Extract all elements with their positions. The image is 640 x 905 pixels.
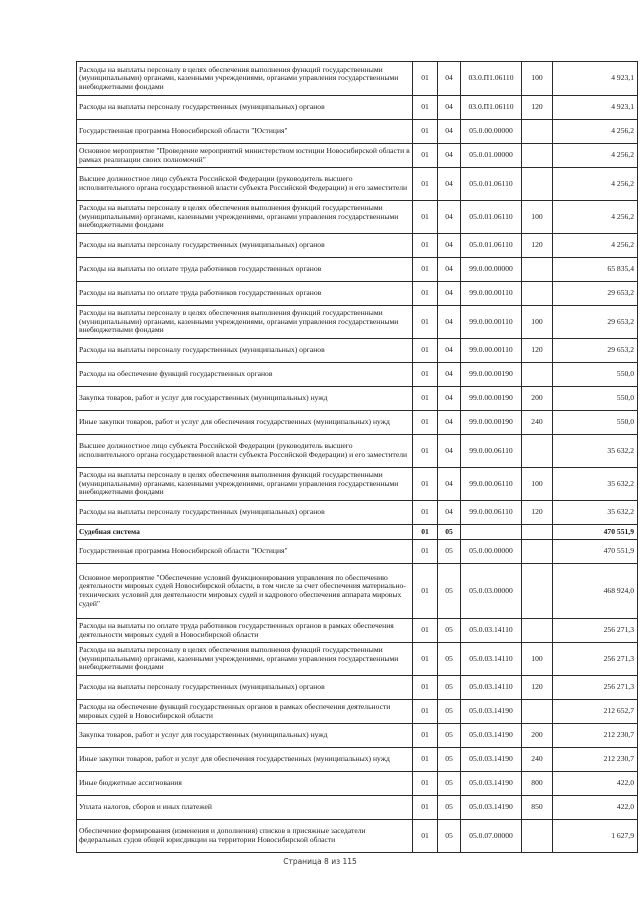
table-row (77, 700, 638, 724)
row-section-code: 01 (413, 411, 438, 435)
row-section-code: 01 (413, 540, 438, 564)
row-amount: 29 653,2 (553, 339, 638, 363)
row-section-code: 01 (413, 258, 438, 282)
row-amount: 422,0 (553, 772, 638, 796)
row-amount: 470 551,9 (553, 525, 638, 540)
row-amount: 550,0 (553, 387, 638, 411)
row-target-article: 05.0.07.00000 (461, 820, 522, 853)
row-subsection-code: 05 (438, 700, 461, 724)
row-section-code: 01 (413, 796, 438, 820)
table-row (77, 411, 638, 435)
row-name: Иные закупки товаров, работ и услуг для обеспечения государственных (муниципальных) нужд (77, 411, 413, 435)
row-section-code: 01 (413, 564, 438, 619)
table-row (77, 676, 638, 700)
row-target-article: 99.0.00.00190 (461, 363, 522, 387)
row-name: Судебная система (77, 525, 413, 540)
row-name: Обеспечение формирования (изменения и дополнения) списков в присяжные заседатели федеральных судов общей юрисдикции на территории Новосибирской области (77, 820, 413, 853)
row-section-code: 01 (413, 676, 438, 700)
table-row (77, 468, 638, 501)
row-subsection-code: 04 (438, 258, 461, 282)
row-subsection-code: 05 (438, 643, 461, 676)
row-target-article (461, 525, 522, 540)
row-name: Закупка товаров, работ и услуг для государственных (муниципальных) нужд (77, 724, 413, 748)
row-subsection-code: 04 (438, 234, 461, 258)
row-expense-type (522, 120, 553, 144)
row-name: Расходы на выплаты персоналу в целях обеспечения выполнения функций государственными (муниципальными) органами, казенными учреждениями, органами управления государственными внебюджетными фондами (77, 643, 413, 676)
table-row (77, 339, 638, 363)
row-expense-type (522, 258, 553, 282)
row-expense-type (522, 700, 553, 724)
row-section-code: 01 (413, 772, 438, 796)
row-expense-type: 120 (522, 234, 553, 258)
row-name: Уплата налогов, сборов и иных платежей (77, 796, 413, 820)
row-expense-type: 100 (522, 62, 553, 96)
row-section-code: 01 (413, 387, 438, 411)
row-subsection-code: 04 (438, 168, 461, 201)
table-row (77, 643, 638, 676)
row-name: Основное мероприятие "Обеспечение условий функционирования управления по обеспечению деятельности мировых судей Новосибирской области, в том числе за счет обеспечения материально-технических условий для деятельности мировых судей и кадрового обеспечения аппарата мировых судей" (77, 564, 413, 619)
row-subsection-code: 04 (438, 201, 461, 234)
row-target-article: 05.0.01.06110 (461, 234, 522, 258)
row-section-code: 01 (413, 96, 438, 120)
row-amount: 468 924,0 (553, 564, 638, 619)
row-name: Государственная программа Новосибирской области "Юстиция" (77, 540, 413, 564)
table-row (77, 120, 638, 144)
row-name: Расходы на выплаты персоналу в целях обеспечения выполнения функций государственными (муниципальными) органами, казенными учреждениями, органами управления государственными внебюджетными фондами (77, 62, 413, 96)
row-expense-type: 100 (522, 643, 553, 676)
page-number: Страница 8 из 115 (283, 857, 357, 866)
row-expense-type (522, 435, 553, 468)
row-target-article: 99.0.00.00110 (461, 306, 522, 339)
row-subsection-code: 05 (438, 525, 461, 540)
row-name: Расходы на выплаты по оплате труда работников государственных органов (77, 258, 413, 282)
row-target-article: 05.0.00.00000 (461, 540, 522, 564)
row-section-code: 01 (413, 306, 438, 339)
row-section-code: 01 (413, 168, 438, 201)
row-target-article: 05.0.03.14190 (461, 772, 522, 796)
table-row (77, 820, 638, 853)
row-target-article: 05.0.03.14110 (461, 643, 522, 676)
row-target-article: 99.0.00.06110 (461, 468, 522, 501)
row-amount: 470 551,9 (553, 540, 638, 564)
row-amount: 256 271,3 (553, 619, 638, 643)
row-expense-type (522, 363, 553, 387)
row-subsection-code: 04 (438, 282, 461, 306)
table-row (77, 306, 638, 339)
row-name: Расходы на обеспечение функций государственных органов в рамках обеспечения деятельности мировых судей в Новосибирской области (77, 700, 413, 724)
row-amount: 550,0 (553, 411, 638, 435)
row-section-code: 01 (413, 363, 438, 387)
table-row (77, 144, 638, 168)
row-name: Высшее должностное лицо субъекта Российской Федерации (руководитель высшего исполнительного органа государственной власти субъекта Российской Федерации) и его заместители (77, 435, 413, 468)
row-target-article: 03.0.П1.06110 (461, 62, 522, 96)
row-section-code: 01 (413, 62, 438, 96)
row-target-article: 99.0.00.00000 (461, 258, 522, 282)
row-section-code: 01 (413, 700, 438, 724)
row-expense-type: 850 (522, 796, 553, 820)
row-expense-type: 240 (522, 411, 553, 435)
row-amount: 4 923,1 (553, 62, 638, 96)
row-amount: 35 632,2 (553, 501, 638, 525)
row-target-article: 05.0.00.00000 (461, 120, 522, 144)
row-target-article: 05.0.03.14190 (461, 748, 522, 772)
table-row (77, 387, 638, 411)
row-amount: 256 271,3 (553, 676, 638, 700)
row-subsection-code: 04 (438, 363, 461, 387)
row-amount: 4 256,2 (553, 234, 638, 258)
row-expense-type: 120 (522, 676, 553, 700)
table-row (77, 619, 638, 643)
row-expense-type (522, 282, 553, 306)
table-row (77, 363, 638, 387)
table-row (77, 201, 638, 234)
row-amount: 422,0 (553, 796, 638, 820)
row-expense-type: 200 (522, 724, 553, 748)
table-row (77, 435, 638, 468)
row-section-code: 01 (413, 120, 438, 144)
row-expense-type (522, 540, 553, 564)
row-name: Расходы на выплаты персоналу государственных (муниципальных) органов (77, 676, 413, 700)
row-amount: 29 653,2 (553, 282, 638, 306)
row-section-code: 01 (413, 820, 438, 853)
row-subsection-code: 04 (438, 339, 461, 363)
row-amount: 550,0 (553, 363, 638, 387)
row-section-code: 01 (413, 525, 438, 540)
row-section-code: 01 (413, 619, 438, 643)
row-name: Высшее должностное лицо субъекта Российской Федерации (руководитель высшего исполнительного органа государственной власти субъекта Российской Федерации) и его заместители (77, 168, 413, 201)
row-section-code: 01 (413, 643, 438, 676)
row-section-code: 01 (413, 282, 438, 306)
row-amount: 212 230,7 (553, 724, 638, 748)
row-target-article: 99.0.00.00110 (461, 339, 522, 363)
row-name: Расходы на выплаты персоналу государственных (муниципальных) органов (77, 96, 413, 120)
row-target-article: 05.0.01.06110 (461, 168, 522, 201)
row-expense-type: 200 (522, 387, 553, 411)
row-target-article: 05.0.03.14190 (461, 796, 522, 820)
row-name: Государственная программа Новосибирской области "Юстиция" (77, 120, 413, 144)
row-amount: 35 632,2 (553, 435, 638, 468)
table-row (77, 748, 638, 772)
table-row (77, 564, 638, 619)
row-subsection-code: 05 (438, 724, 461, 748)
row-subsection-code: 05 (438, 619, 461, 643)
row-target-article: 03.0.П1.06110 (461, 96, 522, 120)
row-target-article: 99.0.00.06110 (461, 501, 522, 525)
row-amount: 4 256,2 (553, 201, 638, 234)
row-subsection-code: 05 (438, 796, 461, 820)
row-amount: 212 230,7 (553, 748, 638, 772)
row-target-article: 99.0.00.00190 (461, 411, 522, 435)
table-row (77, 501, 638, 525)
row-expense-type: 100 (522, 201, 553, 234)
row-subsection-code: 05 (438, 748, 461, 772)
row-name: Расходы на выплаты по оплате труда работников государственных органов (77, 282, 413, 306)
budget-table-body (77, 62, 638, 853)
row-section-code: 01 (413, 748, 438, 772)
row-target-article: 05.0.03.14110 (461, 619, 522, 643)
row-expense-type: 120 (522, 501, 553, 525)
table-row (77, 234, 638, 258)
row-subsection-code: 04 (438, 144, 461, 168)
row-subsection-code: 04 (438, 387, 461, 411)
table-row (77, 258, 638, 282)
row-name: Закупка товаров, работ и услуг для государственных (муниципальных) нужд (77, 387, 413, 411)
row-name: Иные бюджетные ассигнования (77, 772, 413, 796)
row-name: Расходы на выплаты персоналу в целях обеспечения выполнения функций государственными (муниципальными) органами, казенными учреждениями, органами управления государственными внебюджетными фондами (77, 468, 413, 501)
row-expense-type (522, 525, 553, 540)
row-amount: 65 835,4 (553, 258, 638, 282)
row-subsection-code: 04 (438, 468, 461, 501)
row-name: Расходы на выплаты персоналу в целях обеспечения выполнения функций государственными (муниципальными) органами, казенными учреждениями, органами управления государственными внебюджетными фондами (77, 201, 413, 234)
table-row (77, 525, 638, 540)
row-expense-type: 800 (522, 772, 553, 796)
row-expense-type (522, 168, 553, 201)
row-section-code: 01 (413, 435, 438, 468)
row-subsection-code: 04 (438, 62, 461, 96)
row-expense-type: 120 (522, 96, 553, 120)
table-row (77, 168, 638, 201)
row-name: Расходы на выплаты персоналу в целях обеспечения выполнения функций государственными (муниципальными) органами, казенными учреждениями, органами управления государственными внебюджетными фондами (77, 306, 413, 339)
row-expense-type (522, 564, 553, 619)
row-subsection-code: 05 (438, 820, 461, 853)
table-row (77, 282, 638, 306)
row-amount: 256 271,3 (553, 643, 638, 676)
row-amount: 4 256,2 (553, 120, 638, 144)
row-target-article: 99.0.00.06110 (461, 435, 522, 468)
row-expense-type (522, 144, 553, 168)
row-expense-type (522, 619, 553, 643)
row-expense-type: 240 (522, 748, 553, 772)
row-name: Расходы на выплаты персоналу государственных (муниципальных) органов (77, 234, 413, 258)
row-amount: 4 256,2 (553, 144, 638, 168)
row-subsection-code: 05 (438, 540, 461, 564)
row-target-article: 05.0.01.06110 (461, 201, 522, 234)
row-subsection-code: 04 (438, 411, 461, 435)
row-amount: 35 632,2 (553, 468, 638, 501)
row-subsection-code: 04 (438, 96, 461, 120)
row-subsection-code: 04 (438, 120, 461, 144)
row-expense-type (522, 820, 553, 853)
row-subsection-code: 04 (438, 501, 461, 525)
row-section-code: 01 (413, 144, 438, 168)
row-subsection-code: 05 (438, 564, 461, 619)
row-target-article: 05.0.03.14190 (461, 724, 522, 748)
row-target-article: 05.0.03.14190 (461, 700, 522, 724)
row-expense-type: 100 (522, 468, 553, 501)
row-name: Расходы на выплаты персоналу государственных (муниципальных) органов (77, 339, 413, 363)
row-expense-type: 120 (522, 339, 553, 363)
row-section-code: 01 (413, 339, 438, 363)
row-target-article: 99.0.00.00110 (461, 282, 522, 306)
row-name: Расходы на выплаты по оплате труда работников государственных органов в рамках обеспечения деятельности мировых судей в Новосибирской области (77, 619, 413, 643)
table-row (77, 724, 638, 748)
row-name: Иные закупки товаров, работ и услуг для обеспечения государственных (муниципальных) нужд (77, 748, 413, 772)
row-section-code: 01 (413, 501, 438, 525)
row-target-article: 05.0.03.14110 (461, 676, 522, 700)
row-expense-type: 100 (522, 306, 553, 339)
table-row (77, 62, 638, 96)
table-row (77, 540, 638, 564)
row-amount: 212 652,7 (553, 700, 638, 724)
row-subsection-code: 05 (438, 772, 461, 796)
row-section-code: 01 (413, 201, 438, 234)
row-subsection-code: 05 (438, 676, 461, 700)
table-row (77, 772, 638, 796)
row-name: Расходы на обеспечение функций государственных органов (77, 363, 413, 387)
row-subsection-code: 04 (438, 306, 461, 339)
row-subsection-code: 04 (438, 435, 461, 468)
row-name: Расходы на выплаты персоналу государственных (муниципальных) органов (77, 501, 413, 525)
table-row (77, 96, 638, 120)
row-target-article: 05.0.03.00000 (461, 564, 522, 619)
row-target-article: 05.0.01.00000 (461, 144, 522, 168)
budget-table (76, 61, 638, 853)
row-amount: 29 653,2 (553, 306, 638, 339)
row-amount: 4 256,2 (553, 168, 638, 201)
row-amount: 4 923,1 (553, 96, 638, 120)
row-section-code: 01 (413, 468, 438, 501)
row-amount: 1 627,9 (553, 820, 638, 853)
row-target-article: 99.0.00.00190 (461, 387, 522, 411)
row-section-code: 01 (413, 234, 438, 258)
table-row (77, 796, 638, 820)
row-section-code: 01 (413, 724, 438, 748)
row-name: Основное мероприятие "Проведение мероприятий министерством юстиции Новосибирской области в рамках реализации своих полномочий" (77, 144, 413, 168)
